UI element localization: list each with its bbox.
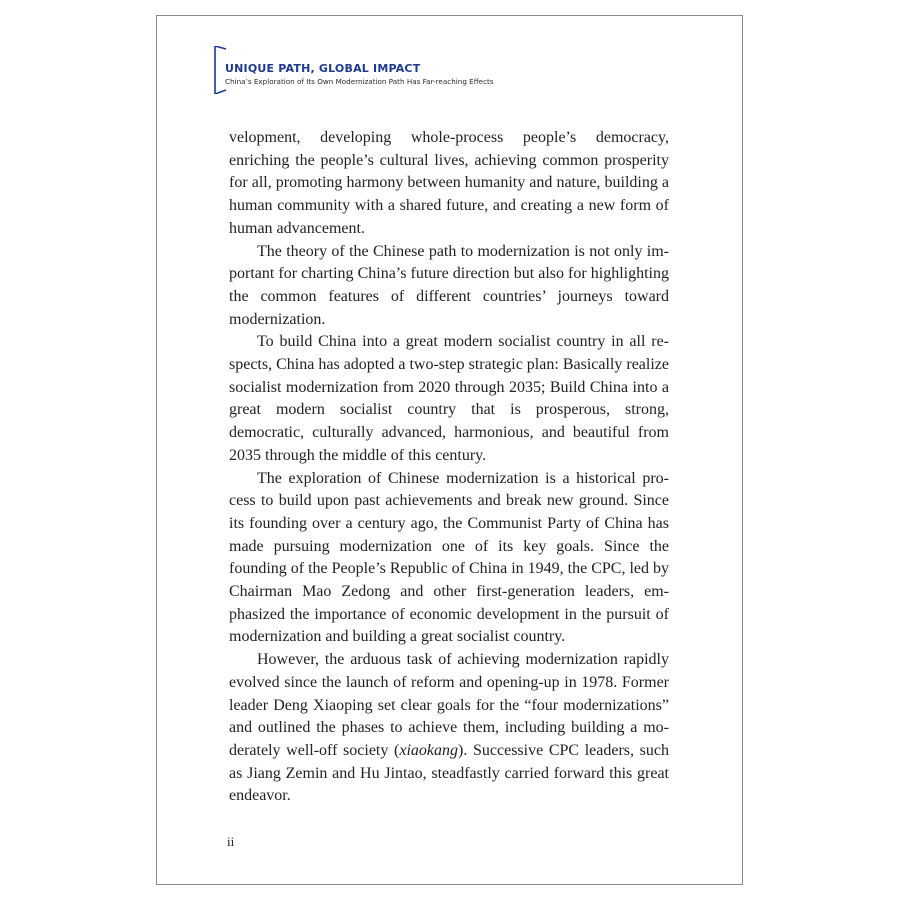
paragraph-5-italic-term: xiaokang bbox=[399, 741, 459, 759]
paragraph-3: To build China into a great modern socialist country in all respects, China has adopted a two-step strategic plan: Basically realize socialist modernization from 2020 through 2035; Build China into a great modern socialist country that is prosperous, strong, democratic, culturally advanced, harmonious, and beautiful from 2035 through the middle of this century. bbox=[229, 333, 669, 464]
paragraph-4: The exploration of Chinese modernization is a historical process to build upon past achievements and break new ground. Since its founding over a century ago, the Communist Party of China has made pursuing modernization one of its key goals. Since the founding of the People’s Republic of China in 1949, the CPC, led by Chairman Mao Zedong and other first-generation leaders, emphasized the importance of economic development in the pursuit of modernization and building a great socialist country. bbox=[229, 469, 669, 646]
paragraph-5-text-before: However, the arduous task of achieving modernization rapidly evolved since the launch of reform and opening-up in 1978. Former leader Deng Xiaoping set clear goals for the “four modernizations” and outlined the phases to achieve them, including building a moderately well-off society ( bbox=[229, 651, 669, 759]
paragraph-2: The theory of the Chinese path to modernization is not only important for charting China’s future direction but also for highlighting the common features of different countries’ journeys toward modernization. bbox=[229, 242, 669, 328]
paragraph-1: velopment, developing whole-process people’s democracy, enriching the people’s cultural lives, achieving common prosperity for all, promoting harmony between humanity and nature, building a human community with a shared future, and creating a new form of human advancement. bbox=[229, 129, 669, 237]
paragraph-5 bbox=[229, 649, 669, 808]
page-number: ii bbox=[227, 834, 235, 849]
header-subtitle: China’s Exploration of Its Own Modernization Path Has Far-reaching Effects bbox=[225, 77, 494, 86]
header-title: UNIQUE PATH, GLOBAL IMPACT bbox=[225, 62, 421, 75]
paragraph-5-text-after: ). Successive CPC leaders, such as Jiang Zemin and Hu Jintao, steadfastly carried forward this great endeavor. bbox=[229, 741, 670, 805]
running-header bbox=[213, 46, 653, 94]
body-text bbox=[229, 127, 669, 808]
book-page bbox=[156, 15, 743, 885]
